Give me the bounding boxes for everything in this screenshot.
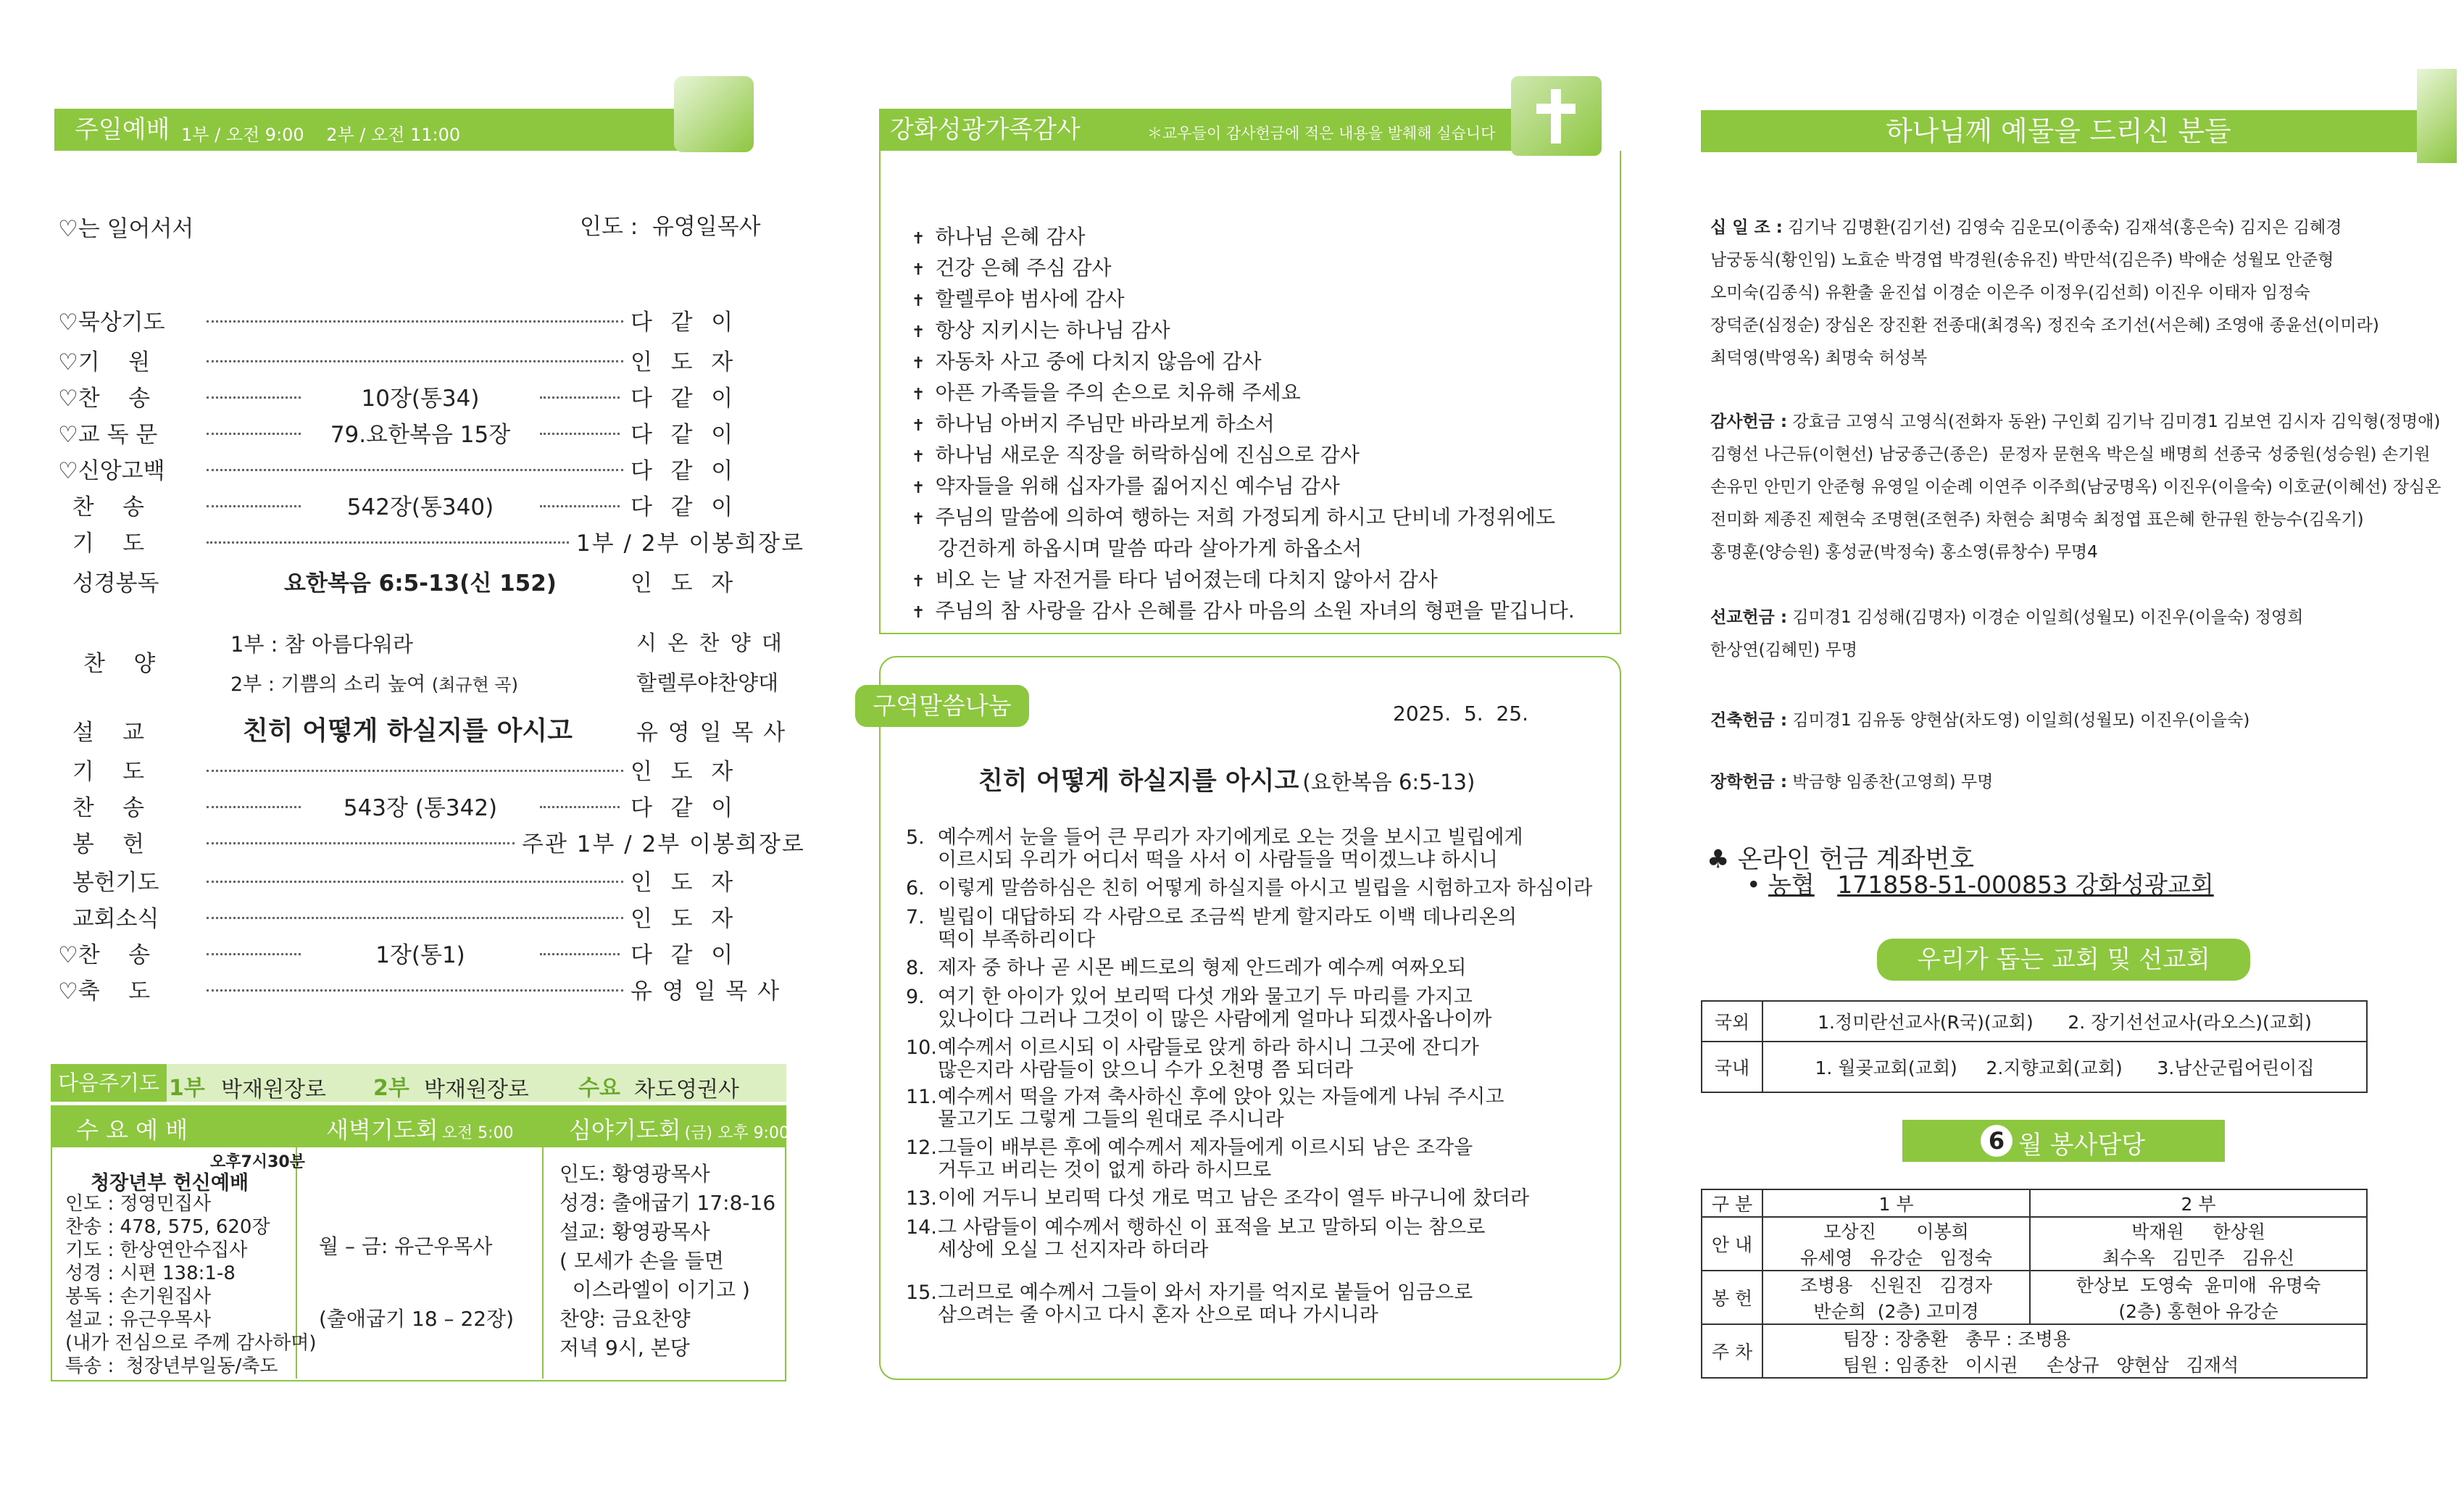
dawn-title-text: 새벽기도회 bbox=[326, 1116, 438, 1144]
wed-line: 기도 : 한상연안수집사 bbox=[65, 1239, 248, 1261]
order-detail: 543장 (통342) bbox=[343, 795, 498, 821]
wed-title: 수 요 예 배 bbox=[76, 1116, 188, 1144]
verse-line: 여기 한 아이가 있어 보리떡 다섯 개와 물고기 두 마리를 가지고 bbox=[938, 986, 1473, 1008]
order-item bbox=[58, 826, 805, 863]
offering-names: 박금향 임종찬(고영희) 무명 bbox=[1787, 773, 1994, 791]
order-label: 찬 송 bbox=[58, 795, 145, 821]
thanks-text: 하나님 아버지 주님만 바라보게 하소서 bbox=[935, 412, 1275, 436]
offering-line bbox=[1710, 705, 2421, 737]
online-account-number: 171858-51-000853 강화성광교회 bbox=[1837, 870, 2214, 899]
cross-bullet-icon: ✝ bbox=[912, 417, 925, 435]
support-title: 우리가 돕는 교회 및 선교회 bbox=[1877, 939, 2250, 981]
anthem-1-choir: 시 온 찬 양 대 bbox=[636, 631, 784, 655]
leader-dots bbox=[207, 917, 623, 919]
wed-line: 설교 : 유근우목사 bbox=[65, 1309, 212, 1331]
volunteer-key: 주 차 bbox=[1702, 1324, 1762, 1378]
service-time: 1부 / 오전 9:00 2부 / 오전 11:00 bbox=[181, 125, 461, 145]
night-line: 인도: 황영광목사 bbox=[559, 1162, 710, 1186]
verse-text bbox=[938, 986, 1491, 1031]
support-value: 1. 월곶교회(교회) 2.지향교회(교회) 3.남산군립어린이집 bbox=[1762, 1042, 2367, 1092]
leader-dots bbox=[540, 953, 620, 955]
wed-line: 찬송 : 478, 575, 620장 bbox=[65, 1216, 270, 1238]
thanks-item bbox=[912, 252, 1112, 286]
cross-bullet-icon: ✝ bbox=[912, 573, 925, 591]
verse-text bbox=[938, 1216, 1485, 1261]
volunteer-line: (2층) 홍현아 유강순 bbox=[2118, 1301, 2278, 1322]
leader-dots bbox=[207, 770, 623, 772]
order-person: 주관 1부 / 2부 이봉희장로 bbox=[522, 831, 805, 857]
online-bank: 농협 bbox=[1768, 870, 1815, 899]
cross-bullet-icon: ✝ bbox=[912, 261, 925, 279]
volunteer-line: 모상진 이봉희 bbox=[1823, 1221, 1969, 1242]
anthem-label: 찬 양 bbox=[83, 651, 156, 677]
volunteer-line: 반순희 (2층) 고미경 bbox=[1813, 1301, 1979, 1322]
wed-line: 봉독 : 손기원집사 bbox=[65, 1286, 212, 1308]
thanks-text: 하나님 새로운 직장을 허락하심에 진심으로 감사 bbox=[935, 443, 1360, 467]
thanks-item-cont: 강건하게 하옵시며 말씀 따라 살아가게 하옵소서 bbox=[938, 536, 1362, 560]
cross-bullet-icon: ✝ bbox=[912, 230, 925, 248]
offering-label: 선교헌금 : bbox=[1710, 608, 1788, 627]
leader-dots bbox=[207, 953, 301, 955]
verse-line: 제자 중 하나 곧 시몬 베드로의 형제 안드레가 예수께 여짜오되 bbox=[938, 957, 1467, 979]
thanks-item bbox=[912, 439, 1360, 473]
next-prayer-s3-name: 차도영권사 bbox=[634, 1077, 739, 1102]
support-row bbox=[1702, 1001, 2367, 1042]
club-icon: ♣ bbox=[1707, 845, 1738, 874]
offering-names: 김미경1 김유동 양현삼(차도영) 이일희(성월모) 이진우(이을숙) bbox=[1787, 711, 2250, 730]
thanks-item bbox=[912, 502, 1555, 535]
sermon-label: 설 교 bbox=[58, 720, 145, 746]
volunteer-row-offering bbox=[1702, 1271, 2367, 1324]
offering-mission bbox=[1710, 602, 2421, 667]
offering-names: 최덕영(박영옥) 최명숙 허성복 bbox=[1710, 349, 1928, 367]
verse-number: 10. bbox=[906, 1036, 937, 1059]
thanks-text: 건강 은혜 주심 감사 bbox=[935, 256, 1112, 280]
offering-names: 손유민 안민기 안준형 유영일 이순례 이연주 이주희(남궁명옥) 이진우(이을숙) 이호균(이혜선) 장심온 bbox=[1710, 478, 2442, 496]
bible-tab: 구역말씀나눔 bbox=[855, 685, 1029, 727]
next-prayer-s1: 1부 bbox=[169, 1076, 205, 1101]
verse-text bbox=[938, 1136, 1473, 1181]
thanks-item bbox=[912, 221, 1086, 254]
sunday-service-header bbox=[54, 109, 678, 151]
verse-number: 5. bbox=[906, 826, 925, 849]
verse-line: 예수께서 이르시되 이 사람들로 앉게 하라 하시니 그곳에 잔디가 bbox=[938, 1036, 1479, 1059]
support-value: 1.정미란선교사(R국)(교회) 2. 장기선선교사(라오스)(교회) bbox=[1762, 1001, 2367, 1042]
volunteer-line: 한상보 도영숙 윤미애 유명숙 bbox=[2076, 1275, 2321, 1296]
sermon-title: 친히 어떻게 하실지를 아시고 bbox=[243, 716, 573, 746]
volunteer-cell bbox=[1762, 1217, 2030, 1271]
thanks-item bbox=[912, 377, 1301, 410]
cross-bullet-icon: ✝ bbox=[912, 386, 925, 404]
service-title: 주일예배 bbox=[75, 115, 170, 144]
night-time: (금) 오후 9:00 bbox=[684, 1124, 789, 1142]
offering-line bbox=[1710, 536, 2421, 569]
thanks-text: 할렐루야 범사에 감사 bbox=[935, 287, 1125, 311]
offering-scholar bbox=[1710, 766, 2421, 799]
night-line: ( 모세가 손을 들면 bbox=[559, 1249, 724, 1273]
leader-dots bbox=[540, 505, 620, 507]
volunteer-month: 6 bbox=[1981, 1125, 2013, 1157]
cross-bullet-icon: ✝ bbox=[912, 604, 925, 622]
leader-dots bbox=[207, 842, 515, 844]
thanks-text: 자동차 사고 중에 다치지 않음에 감사 bbox=[935, 349, 1262, 373]
order-detail: 1장(통1) bbox=[375, 942, 465, 968]
offering-label: 십 일 조 : bbox=[1710, 218, 1783, 237]
night-line: 설교: 황영광목사 bbox=[559, 1220, 710, 1244]
verse-number: 7. bbox=[906, 906, 925, 928]
order-label: ♡교 독 문 bbox=[58, 422, 158, 448]
support-row bbox=[1702, 1042, 2367, 1092]
offering-title: 하나님께 예물을 드리신 분들 bbox=[1886, 115, 2231, 147]
verse-text bbox=[938, 877, 1592, 899]
leader-dots bbox=[207, 320, 623, 323]
order-person: 인 도 자 bbox=[630, 349, 735, 375]
bible-title: 친히 어떻게 하실지를 아시고 bbox=[978, 767, 1299, 796]
thanks-text: 아픈 가족들을 주의 손으로 치유해 주세요 bbox=[935, 381, 1301, 404]
dawn-line: (출애굽기 18 – 22장) bbox=[319, 1307, 515, 1331]
order-detail: 79.요한복음 15장 bbox=[330, 422, 511, 448]
leader-dots bbox=[207, 433, 301, 435]
divider bbox=[542, 1147, 544, 1379]
next-prayer-s2: 2부 bbox=[373, 1076, 409, 1101]
order-item bbox=[58, 565, 783, 602]
wed-line: (내가 전심으로 주께 감사하며) bbox=[65, 1332, 317, 1354]
wed-subtitle: 청장년부 헌신예배 bbox=[91, 1172, 249, 1194]
night-line: 저녁 9시, 본당 bbox=[559, 1336, 690, 1360]
thanks-text: 비오 는 날 자전거를 타다 넘어졌는데 다치지 않아서 감사 bbox=[935, 568, 1438, 591]
volunteer-head-1: 1 부 bbox=[1762, 1189, 2030, 1217]
order-label: ♡기 원 bbox=[58, 349, 151, 375]
order-item bbox=[58, 973, 783, 1010]
order-label: 기 도 bbox=[58, 759, 145, 785]
verse-number: 15. bbox=[906, 1281, 937, 1304]
thanks-text: 항상 지키시는 하나님 감사 bbox=[935, 318, 1170, 342]
volunteer-head-2: 2 부 bbox=[2030, 1189, 2367, 1217]
offering-line bbox=[1710, 406, 2441, 439]
order-item bbox=[58, 937, 783, 973]
dawn-time: 오전 5:00 bbox=[441, 1124, 514, 1142]
leader-dots bbox=[207, 989, 623, 992]
night-title-text: 심야기도회 bbox=[569, 1116, 681, 1144]
order-detail: 요한복음 6:5-13(신 152) bbox=[284, 570, 557, 597]
next-prayer-s3: 수요 bbox=[578, 1076, 620, 1101]
volunteer-line: 최수옥 김민주 김유신 bbox=[2102, 1247, 2295, 1268]
thanks-item bbox=[912, 315, 1170, 348]
gift-icon bbox=[2417, 69, 2457, 163]
bible-ref: (요한복음 6:5-13) bbox=[1302, 770, 1476, 794]
wed-line: 인도 : 정영민집사 bbox=[65, 1193, 212, 1215]
offering-label: 건축헌금 : bbox=[1710, 711, 1788, 730]
offering-names: 김미경1 김성해(김명자) 이경순 이일희(성월모) 이진우(이을숙) 정영희 bbox=[1787, 608, 2304, 627]
volunteer-row-guide bbox=[1702, 1217, 2367, 1271]
offering-line bbox=[1710, 504, 2421, 536]
order-label: ♡묵상기도 bbox=[58, 309, 165, 336]
night-line: 찬양: 금요찬양 bbox=[559, 1307, 691, 1331]
order-person: 다 같 이 bbox=[630, 458, 735, 484]
wed-time: 오후7시30분 bbox=[210, 1153, 305, 1171]
order-label: ♡찬 송 bbox=[58, 386, 151, 412]
verse-text bbox=[938, 826, 1523, 871]
verse-number: 13. bbox=[906, 1187, 937, 1210]
order-item bbox=[58, 304, 783, 341]
order-person: 다 같 이 bbox=[630, 386, 735, 412]
order-item bbox=[58, 901, 783, 937]
offering-names: 김기낙 김명환(김기선) 김영숙 김운모(이종숙) 김재석(홍은숙) 김지은 김혜경 bbox=[1782, 218, 2342, 237]
verse-line: 많은지라 사람들이 앉으니 수가 오천명 쯤 되더라 bbox=[938, 1059, 1354, 1081]
offering-line bbox=[1710, 766, 2421, 799]
night-title bbox=[569, 1112, 789, 1145]
order-label: 교회소식 bbox=[58, 906, 159, 932]
wed-line: 특송 : 청장년부일동/축도 bbox=[65, 1355, 278, 1377]
order-person: 다 같 이 bbox=[630, 942, 735, 968]
order-person: 인 도 자 bbox=[630, 870, 735, 896]
thanks-text: 약자들을 위해 십자가를 짊어지신 예수님 감사 bbox=[935, 474, 1340, 498]
bible-date: 2025. 5. 25. bbox=[1393, 702, 1529, 726]
leader-dots bbox=[540, 433, 620, 435]
volunteer-line: 팀장 : 장충환 총무 : 조병용 bbox=[1843, 1329, 2070, 1350]
volunteer-cell bbox=[1762, 1271, 2030, 1324]
cross-icon bbox=[1511, 76, 1602, 156]
verse-line: 물고기도 그렇게 그들의 원대로 주시니라 bbox=[938, 1108, 1284, 1131]
anthem-1: 1부 : 참 아름다워라 bbox=[230, 632, 413, 657]
anthem-2-choir: 할렐루야찬양대 bbox=[636, 670, 779, 695]
order-label: ♡축 도 bbox=[58, 978, 151, 1005]
verse-number: 8. bbox=[906, 957, 925, 979]
offering-line bbox=[1710, 342, 2421, 375]
offering-label: 장학헌금 : bbox=[1710, 773, 1788, 791]
verse-text bbox=[938, 1086, 1504, 1131]
leader-dots bbox=[207, 396, 301, 399]
volunteer-row-parking bbox=[1702, 1324, 2367, 1378]
cross-bullet-icon: ✝ bbox=[912, 323, 925, 341]
offering-line bbox=[1710, 634, 2421, 667]
offering-line bbox=[1710, 602, 2421, 634]
next-prayer-s1-name: 박재원장로 bbox=[221, 1077, 326, 1102]
offering-names: 한상연(김혜민) 무명 bbox=[1710, 641, 1858, 660]
leader-dots bbox=[540, 396, 620, 399]
thanks-text: 하나님 은혜 감사 bbox=[935, 225, 1086, 249]
cross-bullet-icon: ✝ bbox=[912, 510, 925, 528]
thanks-item bbox=[912, 346, 1262, 379]
thanks-title: 강화성광가족감사 bbox=[890, 115, 1081, 144]
offering-names: 전미화 제종진 제현숙 조명현(조현주) 차현승 최명숙 최정엽 표은혜 한규원 한능수(김옥기) bbox=[1710, 510, 2364, 529]
offering-names: 장덕준(심정순) 장심온 장진환 전종대(최경옥) 정진숙 조기선(서은혜) 조영애 종윤선(이미라) bbox=[1710, 316, 2379, 335]
hand-icon bbox=[674, 76, 754, 152]
online-title: 온라인 헌금 계좌번호 bbox=[1737, 845, 1975, 874]
next-prayer-bar bbox=[51, 1064, 786, 1102]
verse-line: 있나이다 그러나 그것이 이 많은 사람에게 얼마나 되겠사옵나이까 bbox=[938, 1008, 1492, 1031]
bible-heading bbox=[978, 761, 1475, 797]
volunteer-line: 팀원 : 임종찬 이시권 손상규 양현삼 김재석 bbox=[1843, 1355, 2239, 1376]
offering-line bbox=[1710, 244, 2421, 277]
verse-line: 이에 거두니 보리떡 다섯 개로 먹고 남은 조각이 열두 바구니에 찼더라 bbox=[938, 1187, 1530, 1210]
volunteer-key: 안 내 bbox=[1702, 1217, 1762, 1271]
offering-thanks bbox=[1710, 406, 2442, 569]
order-person: 다 같 이 bbox=[630, 422, 735, 448]
volunteer-key: 봉 헌 bbox=[1702, 1271, 1762, 1324]
offering-names: 홍명훈(양승원) 홍성균(박정숙) 홍소영(류창수) 무명4 bbox=[1710, 543, 2098, 562]
order-person: 다 같 이 bbox=[630, 309, 735, 336]
bullet-icon: • bbox=[1747, 870, 1768, 899]
leader-dots bbox=[207, 541, 569, 544]
verse-line: 떡이 부족하리이다 bbox=[938, 928, 1096, 951]
thanks-item bbox=[912, 408, 1275, 441]
order-label: 성경봉독 bbox=[58, 570, 159, 597]
order-item bbox=[58, 417, 783, 453]
volunteer-cell bbox=[2030, 1271, 2367, 1324]
stand-note: ♡는 일어서서 bbox=[58, 216, 194, 242]
volunteer-head bbox=[1702, 1189, 2367, 1217]
thanks-note: ＊교우들이 감사헌금에 적은 내용을 발췌해 실습니다 bbox=[1147, 125, 1496, 142]
verse-text bbox=[938, 1281, 1473, 1326]
offering-line bbox=[1710, 471, 2442, 504]
order-label: 봉 헌 bbox=[58, 831, 145, 857]
offering-tithe bbox=[1710, 212, 2421, 375]
verse-line: 이르시되 우리가 어디서 떡을 사서 이 사람들을 먹이겠느냐 하시니 bbox=[938, 849, 1498, 871]
support-key: 국외 bbox=[1702, 1001, 1762, 1042]
offering-line bbox=[1710, 277, 2421, 309]
order-label: 찬 송 bbox=[58, 494, 145, 520]
leader-dots bbox=[207, 881, 623, 883]
offering-line bbox=[1710, 439, 2431, 471]
order-label: 기 도 bbox=[58, 531, 145, 557]
volunteer-line: 조병용 신원진 김경자 bbox=[1800, 1275, 1993, 1296]
next-prayer-s2-name: 박재원장로 bbox=[424, 1077, 529, 1102]
verse-line: 예수께서 눈을 들어 큰 무리가 자기에게로 오는 것을 보시고 빌립에게 bbox=[938, 826, 1523, 849]
volunteer-cell bbox=[2030, 1217, 2367, 1271]
wed-line: 성경 : 시편 138:1-8 bbox=[65, 1263, 236, 1284]
verse-line: 그러므로 예수께서 그들이 와서 자기를 억지로 붙들어 임금으로 bbox=[938, 1281, 1473, 1304]
offering-names: 김형선 나근듀(이현선) 남궁종근(종은) 문정자 문현옥 박은실 배명희 선종국 성중원(성승원) 손기원 bbox=[1710, 445, 2431, 464]
cross-bullet-icon: ✝ bbox=[912, 354, 925, 373]
volunteer-cell bbox=[1762, 1324, 2367, 1378]
anthem-2-title: 2부 : 기쁨의 소리 높여 bbox=[230, 673, 426, 696]
order-item bbox=[58, 344, 783, 381]
thanks-item bbox=[912, 564, 1438, 597]
offering-line bbox=[1710, 212, 2421, 244]
verse-line: 그 사람들이 예수께서 행하신 이 표적을 보고 말하되 이는 참으로 bbox=[938, 1216, 1486, 1239]
offering-label: 감사헌금 : bbox=[1710, 412, 1788, 431]
leader-dots bbox=[207, 360, 623, 362]
support-table bbox=[1701, 1000, 2368, 1093]
leader-dots bbox=[207, 505, 301, 507]
volunteer-line: 박재원 한상원 bbox=[2131, 1221, 2265, 1242]
verse-number: 11. bbox=[906, 1086, 937, 1108]
verse-text bbox=[938, 1036, 1479, 1081]
order-person: 인 도 자 bbox=[630, 570, 735, 597]
cross-bullet-icon: ✝ bbox=[912, 448, 925, 466]
night-line: 성경: 출애굽기 17:8-16 bbox=[559, 1191, 776, 1215]
dawn-title bbox=[326, 1112, 514, 1145]
support-key: 국내 bbox=[1702, 1042, 1762, 1092]
offering-names: 남궁동식(황인임) 노효순 박경엽 박경원(송유진) 박만석(김은주) 박애순 성월모 안준형 bbox=[1710, 251, 2334, 270]
leader-dots bbox=[207, 469, 623, 471]
order-label: ♡신앙고백 bbox=[58, 458, 165, 484]
order-person: 다 같 이 bbox=[630, 795, 735, 821]
volunteer-title: 월 봉사담당 bbox=[2018, 1131, 2146, 1160]
anthem-2 bbox=[230, 668, 518, 697]
order-item bbox=[58, 453, 783, 489]
verse-text bbox=[938, 957, 1466, 979]
order-person: 1부 / 2부 이봉희장로 bbox=[576, 531, 805, 557]
verse-line: 예수께서 떡을 가져 축사하신 후에 앉아 있는 자들에게 나눠 주시고 bbox=[938, 1086, 1504, 1108]
order-item bbox=[58, 525, 805, 562]
verse-number: 6. bbox=[906, 877, 925, 899]
offering-line bbox=[1710, 309, 2421, 342]
order-item bbox=[58, 865, 783, 901]
verse-line: 삼으려는 줄 아시고 다시 혼자 산으로 떠나 가시니라 bbox=[938, 1304, 1378, 1326]
order-person: 인 도 자 bbox=[630, 759, 735, 785]
order-person: 인 도 자 bbox=[630, 906, 735, 932]
verse-text bbox=[938, 906, 1517, 951]
thanks-item bbox=[912, 595, 1575, 628]
verse-line: 그들이 배부른 후에 예수께서 제자들에게 이르시되 남은 조각을 bbox=[938, 1136, 1473, 1159]
offering-names: 오미숙(김종식) 유환출 윤진섭 이경순 이은주 이정우(김선희) 이진우 이태자 임정숙 bbox=[1710, 283, 2310, 302]
verse-number: 12. bbox=[906, 1136, 937, 1159]
verse-line: 이렇게 말씀하심은 친히 어떻게 하실지를 아시고 빌립을 시험하고자 하심이라 bbox=[938, 877, 1593, 899]
anthem-2-note: (최규현 곡) bbox=[431, 675, 518, 695]
order-label: 봉헌기도 bbox=[58, 870, 159, 896]
online-account bbox=[1747, 866, 2214, 900]
next-prayer-title: 다음주기도 bbox=[51, 1064, 167, 1102]
order-person: 다 같 이 bbox=[630, 494, 735, 520]
order-detail: 10장(통34) bbox=[361, 386, 480, 412]
verse-line: 빌립이 대답하되 각 사람으로 조금씩 받게 할지라도 이백 데나리온의 bbox=[938, 906, 1517, 928]
sermon-preacher: 유 영 일 목 사 bbox=[636, 720, 787, 746]
thanks-text: 주님의 말씀에 의하여 행하는 저희 가정되게 하시고 단비네 가정위에도 bbox=[935, 505, 1556, 529]
volunteer-table bbox=[1701, 1189, 2368, 1379]
verse-line: 세상에 오실 그 선지자라 하더라 bbox=[938, 1239, 1209, 1261]
leader-dots bbox=[540, 806, 620, 808]
thanks-text: 주님의 참 사랑을 감사 은혜를 감사 마음의 소원 자녀의 형편을 맡깁니다. bbox=[935, 599, 1575, 623]
thanks-header bbox=[879, 109, 1517, 151]
order-label: ♡찬 송 bbox=[58, 942, 151, 968]
verse-number: 14. bbox=[906, 1216, 937, 1239]
offering-names: 강효금 고영식 고영식(전화자 동완) 구인회 김기낙 김미경1 김보연 김시자 김익형(정명애) bbox=[1787, 412, 2441, 431]
cross-bullet-icon: ✝ bbox=[912, 479, 925, 497]
leader: 인도 : 유영일목사 bbox=[580, 214, 761, 240]
verse-number: 9. bbox=[906, 986, 925, 1008]
order-item bbox=[58, 790, 783, 826]
order-item bbox=[58, 489, 783, 525]
order-person: 유 영 일 목 사 bbox=[630, 978, 781, 1005]
cross-bullet-icon: ✝ bbox=[912, 292, 925, 310]
leader-dots bbox=[207, 806, 301, 808]
volunteer-head-0: 구 분 bbox=[1702, 1189, 1762, 1217]
thanks-item bbox=[912, 470, 1340, 504]
verse-text bbox=[938, 1187, 1529, 1210]
order-item bbox=[58, 381, 783, 417]
order-item bbox=[58, 754, 783, 790]
offering-header bbox=[1701, 110, 2418, 152]
thanks-item bbox=[912, 283, 1125, 317]
verse-line: 거두고 버리는 것이 없게 하라 하시므로 bbox=[938, 1159, 1272, 1181]
night-line: 이스라엘이 이기고 ) bbox=[559, 1278, 750, 1302]
volunteer-line: 유세영 유강순 임정숙 bbox=[1800, 1247, 1993, 1268]
offering-building bbox=[1710, 705, 2421, 737]
dawn-line: 월 – 금: 유근우목사 bbox=[319, 1234, 493, 1258]
order-detail: 542장(통340) bbox=[346, 494, 494, 520]
